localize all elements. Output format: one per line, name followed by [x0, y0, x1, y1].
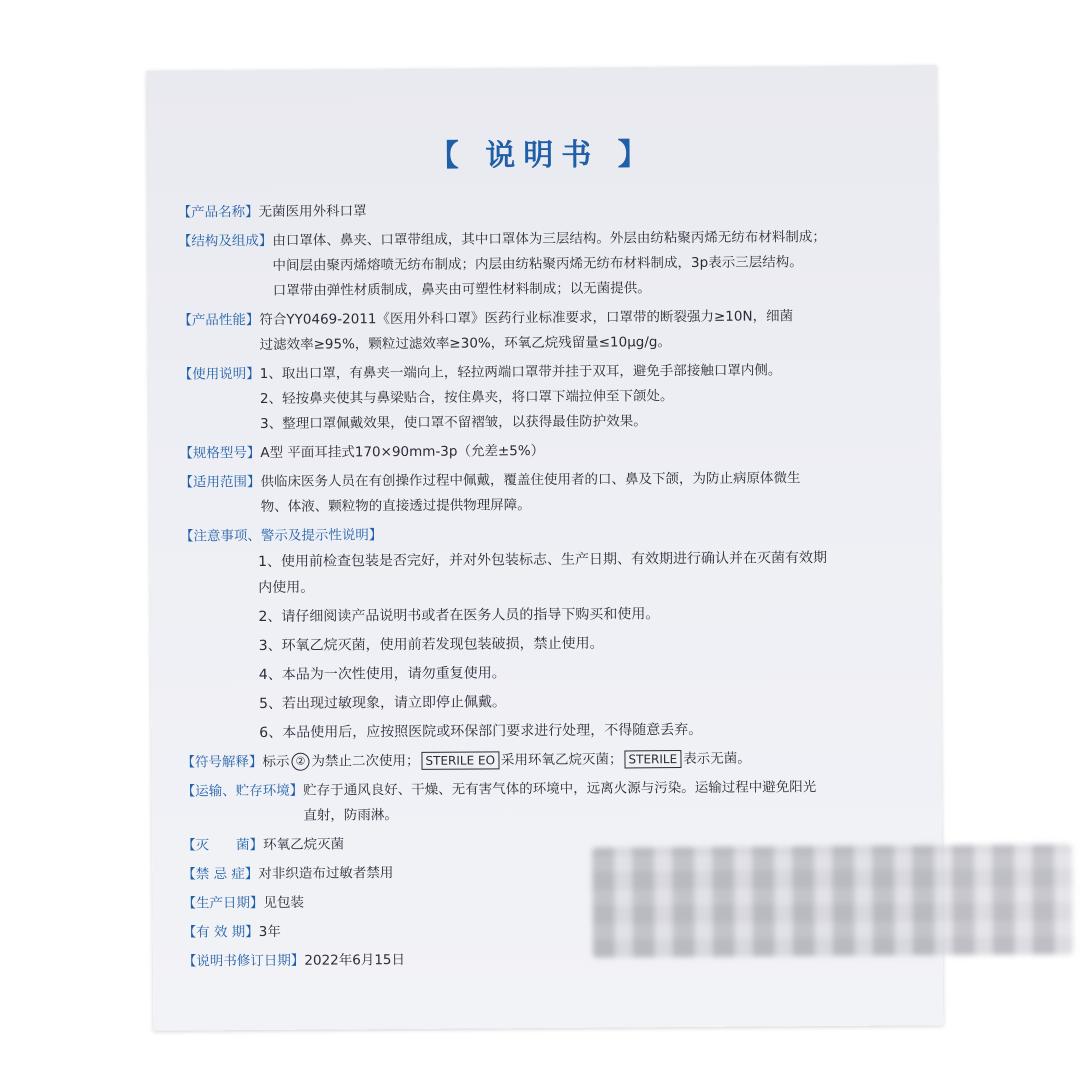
symbols-label: 【符号解释】: [181, 753, 263, 771]
spec-value: A型 平面耳挂式170×90mm-3p（允差±5%）: [260, 443, 545, 461]
sterile-symbol: STERILE: [624, 750, 681, 768]
revision-value: 2022年6月15日: [304, 951, 406, 969]
spec-label: 【规格型号】: [179, 444, 261, 462]
document-title: 【 说明书 】: [428, 137, 656, 174]
structure-line: 中间层由聚丙烯熔喷无纺布制成；内层由纺粘聚丙烯无纺布材料制成，3p表示三层结构。: [272, 254, 803, 274]
symbols-row: [181, 745, 921, 775]
performance-line: 符合YY0469-2011《医用外科口罩》医药行业标准要求，口罩带的断裂强力≥10N，细菌: [259, 308, 794, 328]
symbols-text: 标示: [262, 753, 290, 770]
scope-row: [179, 465, 919, 520]
instruction-sheet: [147, 65, 944, 1030]
performance-row: [178, 303, 918, 358]
production-date-label: 【生产日期】: [182, 894, 264, 912]
note-item: 2、请仔细阅读产品说明书或者在医务人员的指导下购买和使用。: [258, 606, 660, 626]
redacted-blur-region: [592, 844, 1073, 957]
spec-row: [179, 436, 919, 466]
structure-row: [178, 224, 919, 304]
scope-line: 供临床医务人员在有创操作过程中佩戴，覆盖住使用者的口、鼻及下颌，为防止病原体微生: [260, 470, 801, 490]
note-item: 内使用。: [258, 579, 315, 597]
no-reuse-symbol-icon: ②: [291, 753, 309, 771]
note-item: 5、若出现过敏现象，请立即停止佩戴。: [259, 694, 507, 712]
storage-row: [182, 774, 922, 829]
note-item: 6、本品使用后，应按照医院或环保部门要求进行处理，不得随意丢弃。: [259, 721, 703, 741]
storage-line: 直射，防雨淋。: [303, 807, 398, 824]
performance-label: 【产品性能】: [178, 311, 260, 329]
usage-line: 1、取出口罩，有鼻夹一端向上，轻拉两端口罩带并挂于双耳，避免手部接触口罩内侧。: [259, 362, 782, 382]
structure-line: 由口罩体、鼻夹、口罩带组成，其中口罩体为三层结构。外层由纺粘聚丙烯无纺布材料制成；: [272, 229, 826, 249]
note-item: 1、使用前检查包装是否完好，并对外包装标志、生产日期、有效期进行确认并在灭菌有效期: [258, 550, 828, 571]
product-name-label: 【产品名称】: [177, 203, 259, 221]
contraindication-value: 对非织造布过敏者禁用: [258, 865, 394, 883]
storage-line: 贮存于通风良好、干燥、无有害气体的环境中，远离火源与污染。运输过程中避免阳光: [303, 779, 817, 799]
validity-label: 【有 效 期】: [182, 924, 259, 941]
validity-value: 3年: [258, 923, 281, 941]
product-name-value: 无菌医用外科口罩: [258, 203, 367, 220]
product-name-row: [178, 195, 918, 225]
usage-line: 3、整理口罩佩戴效果，使口罩不留褶皱，以获得最佳防护效果。: [260, 413, 647, 432]
usage-line: 2、轻按鼻夹使其与鼻梁贴合，按住鼻夹，将口罩下端拉伸至下颌处。: [259, 388, 674, 407]
symbols-text: 为禁止二次使用；: [311, 752, 420, 770]
note-item: 3、环氧乙烷灭菌，使用前若发现包装破损，禁止使用。: [258, 635, 604, 655]
notes-label: 【注意事项、警示及提示性说明】: [179, 527, 383, 545]
scope-line: 物、体液、颗粒物的直接透过提供物理屏障。: [260, 497, 531, 515]
structure-line: 口罩带由弹性材质制成，鼻夹由可塑性材料制成；以无菌提供。: [272, 280, 651, 299]
revision-label: 【说明书修订日期】: [182, 952, 305, 970]
note-item: 4、本品为一次性使用，请勿重复使用。: [258, 665, 506, 684]
usage-row: [179, 357, 920, 437]
scope-label: 【适用范围】: [179, 473, 261, 491]
sterile-eo-symbol: STERILE EO: [421, 751, 499, 770]
sterilization-value: 环氧乙烷灭菌: [263, 836, 345, 853]
production-date-value: 见包装: [263, 894, 305, 911]
symbols-text: 采用环氧乙烷灭菌；: [500, 751, 623, 769]
storage-label: 【运输、贮存环境】: [181, 782, 304, 800]
performance-line: 过滤效率≥95%，颗粒过滤效率≥30%，环氧乙烷残留量≤10μg/g。: [259, 334, 672, 353]
usage-label: 【使用说明】: [178, 365, 260, 383]
contraindication-label: 【禁 忌 症】: [182, 866, 259, 883]
structure-label: 【结构及组成】: [177, 232, 273, 250]
notes-section: [180, 519, 922, 746]
sterilization-label: 【灭 菌】: [182, 836, 264, 854]
symbols-text: 表示无菌。: [683, 750, 751, 768]
